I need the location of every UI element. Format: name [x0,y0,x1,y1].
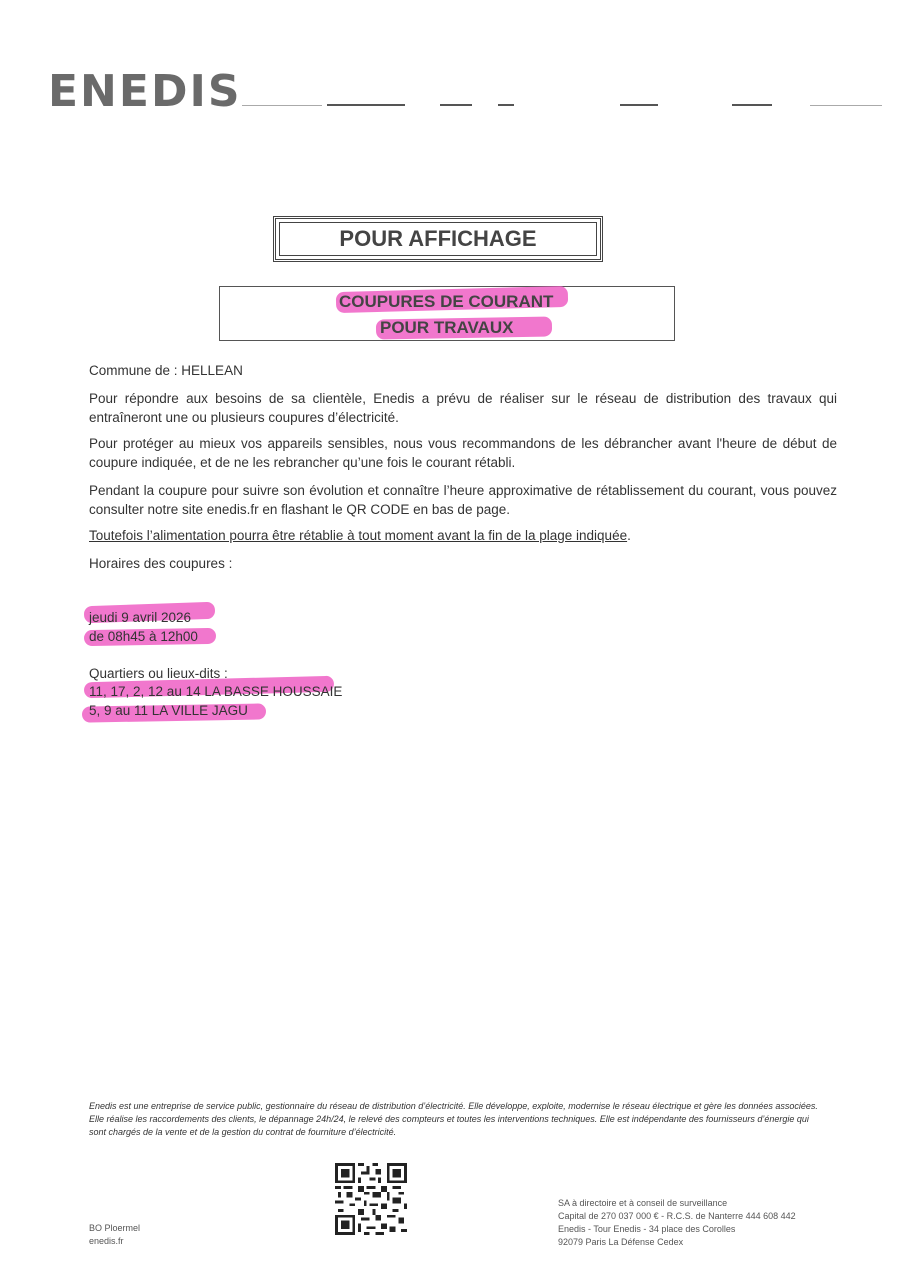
legal-line-2: Capital de 270 037 000 € - R.C.S. de Nanterre 444 608 442 [558,1211,796,1221]
disclaimer-underlined: Toutefois l’alimentation pourra être rétablie à tout moment avant la fin de la plage indiquée [89,528,628,543]
subtitle-line-2: POUR TRAVAUX [380,318,514,337]
title-box [273,216,603,262]
paragraph-2: Pour protéger au mieux vos appareils sensibles, nous vous recommandons de les débrancher avant l'heure de début de coupure indiquée, et de ne les rebrancher qu’une fois le courant rétabli. [89,436,837,470]
enedis-logo: ENEDIS [48,66,242,117]
footer-right [558,1197,796,1249]
legal-line-1: SA à directoire et à conseil de surveillance [558,1198,728,1208]
quartiers-label: Quartiers ou lieux-dits : [89,666,228,681]
horaires-label: Horaires des coupures : [89,556,233,571]
paragraph-3: Pendant la coupure pour suivre son évolution et connaître l’heure approximative de rétablissement du courant, vous pouvez consulter notre site enedis.fr en flashant le QR CODE en bas de page. [89,483,837,517]
header-dash-line [242,104,882,108]
qr-code[interactable] [335,1163,407,1235]
disclaimer-line [89,527,631,545]
quartier-item: 5, 9 au 11 LA VILLE JAGU [89,703,248,718]
page-title: POUR AFFICHAGE [339,226,537,251]
outage-date: jeudi 9 avril 2026 [89,610,192,625]
company-description: Enedis est une entreprise de service public, gestionnaire du réseau de distribution d’électricité. Elle développe, exploite, modernise le réseau électrique et gère les données associées. Elle réalise les raccordements des clients, le dépannage 24h/24, le relevé des compteurs et toutes les interventions techniques. Elle est indépendante des fournisseurs d’énergie qui sont chargés de la vente et de la gestion du contrat de fourniture d’électricité. [89,1101,818,1137]
commune-label: Commune de : HELLEAN [89,363,243,378]
office-name: BO Ploermel [89,1223,141,1233]
legal-line-4: 92079 Paris La Défense Cedex [558,1237,684,1247]
legal-line-3: Enedis - Tour Enedis - 34 place des Corolles [558,1224,736,1234]
subtitle-line-1: COUPURES DE COURANT [339,292,554,311]
website-link[interactable]: enedis.fr [89,1236,124,1246]
disclaimer-period: . [627,528,631,543]
paragraph-1: Pour répondre aux besoins de sa clientèle, Enedis a prévu de réaliser sur le réseau de distribution des travaux qui entraîneront une ou plusieurs coupures d’électricité. [89,391,837,425]
quartier-item: 11, 17, 2, 12 au 14 LA BASSE HOUSSAIE [89,684,343,699]
outage-time: de 08h45 à 12h00 [89,629,198,644]
footer-left [89,1222,140,1248]
